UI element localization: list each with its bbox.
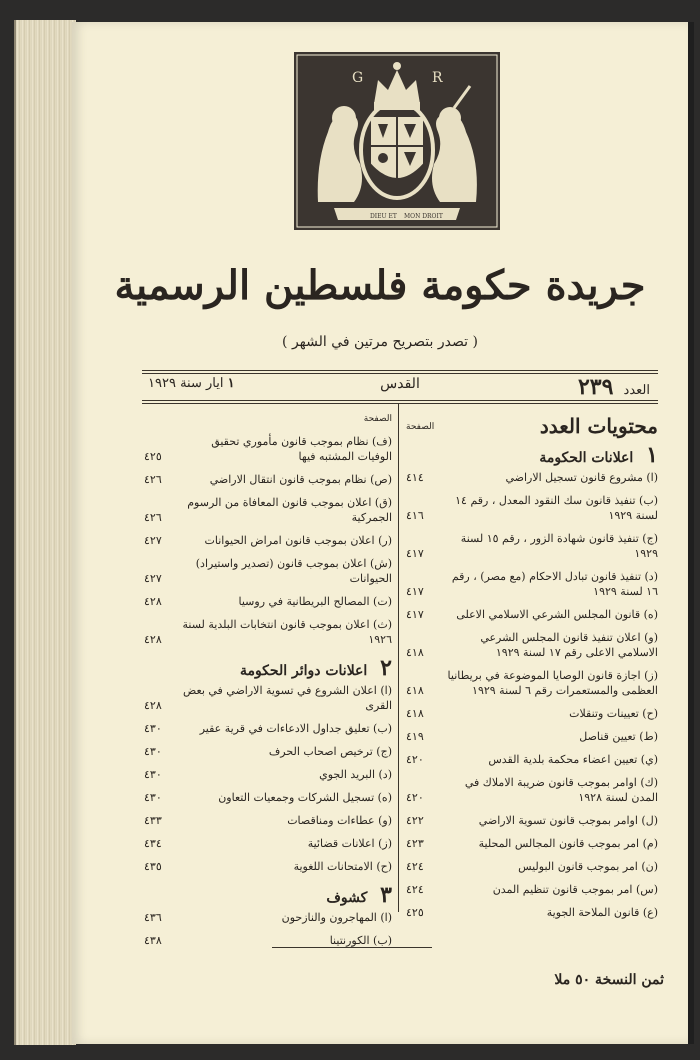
toc-entry-text: (ه) قانون المجلس الشرعي الاسلامي الاعلى bbox=[456, 608, 658, 621]
toc-entry-page: ٤١٦ bbox=[406, 509, 424, 522]
toc-entry bbox=[144, 556, 392, 586]
toc-entry-page: ٤٢٥ bbox=[406, 906, 424, 919]
section-1-heading bbox=[406, 442, 658, 468]
section-2-heading bbox=[144, 655, 392, 681]
toc-entry-page: ٤٢٨ bbox=[144, 699, 162, 712]
toc-left-column bbox=[144, 414, 392, 956]
toc-entry-text: (ك) اوامر بموجب قانون ضريبة الاملاك في المدن لسنة ١٩٢٨ bbox=[464, 776, 658, 804]
toc-entry-page: ٤٣٠ bbox=[144, 745, 162, 758]
left-entry-list-top bbox=[144, 434, 392, 647]
gazette-subtitle: ( تصدر بتصريح مرتين في الشهر ) bbox=[282, 334, 478, 350]
toc-entry-text: (ي) تعيين اعضاء محكمة بلدية القدس bbox=[488, 753, 658, 766]
toc-entry-text: (ه) تسجيل الشركات وجمعيات التعاون bbox=[218, 791, 392, 804]
toc-entry bbox=[144, 744, 392, 759]
toc-entry-page: ٤١٨ bbox=[406, 646, 424, 659]
toc-entry-text: (ج) تنفيذ قانون شهادة الزور ، رقم ١٥ لسنة ١٩٢٩ bbox=[460, 532, 658, 560]
toc-entry bbox=[144, 617, 392, 647]
issue-info-bar bbox=[144, 374, 656, 398]
cipher-r: R bbox=[432, 70, 443, 86]
toc-entry-text: (ن) امر بموجب قانون البوليس bbox=[518, 860, 658, 873]
motto-right-text: MON DROIT bbox=[404, 213, 443, 220]
toc-entry-text: (ف) نظام بموجب قانون مأموري تحقيق الوفيات المشتبه فيها bbox=[211, 435, 392, 463]
toc-entry bbox=[144, 495, 392, 525]
toc-entry-text: (ق) اعلان بموجب قانون المعافاة من الرسوم الجمركية bbox=[187, 496, 392, 524]
section-2-title: اعلانات دوائر الحكومة bbox=[239, 663, 368, 679]
toc-title: محتويات العدد bbox=[539, 414, 658, 438]
toc-entry-page: ٤١٧ bbox=[406, 608, 424, 621]
issue-number-value: ٢٣٩ bbox=[577, 374, 614, 400]
toc-entry-text: (و) عطاءات ومناقصات bbox=[287, 814, 392, 827]
toc-entry bbox=[144, 933, 392, 948]
toc-entry bbox=[144, 721, 392, 736]
toc-entry-page: ٤١٨ bbox=[406, 684, 424, 697]
toc-entry-page: ٤٢٨ bbox=[144, 595, 162, 608]
page-label-right: الصفحة bbox=[406, 422, 435, 432]
toc-entry-page: ٤٢٦ bbox=[144, 511, 162, 524]
issue-date-text: ايار سنة ١٩٢٩ bbox=[148, 376, 224, 391]
toc-entry bbox=[406, 859, 658, 874]
toc-entry bbox=[406, 668, 658, 698]
toc-entry-text: (و) اعلان تنفيذ قانون المجلس الشرعي الاسلامي الاعلى رقم ١٧ لسنة ١٩٢٩ bbox=[480, 631, 658, 659]
toc-entry-text: (د) تنفيذ قانون تبادل الاحكام (مع مصر) ، رقم ١٦ لسنة ١٩٢٩ bbox=[451, 570, 658, 598]
toc-entry-page: ٤٢٠ bbox=[406, 753, 424, 766]
toc-entry-text: (ش) اعلان بموجب قانون (تصدير واستيراد) الحيوانات bbox=[195, 557, 392, 585]
toc-right-column bbox=[406, 414, 658, 928]
toc-entry-page: ٤١٨ bbox=[406, 707, 424, 720]
toc-entry bbox=[406, 470, 658, 485]
section-2-number: ٢ bbox=[380, 655, 392, 681]
toc-entry-page: ٤٢٧ bbox=[144, 572, 162, 585]
toc-entry-text: (ح) تعيينات وتنقلات bbox=[569, 707, 658, 720]
toc-entry-text: (ا) اعلان الشروع في تسوية الاراضي في بعض القرى bbox=[183, 684, 392, 712]
toc-entry-page: ٤٢٨ bbox=[144, 633, 162, 646]
toc-entry-page: ٤٣٨ bbox=[144, 934, 162, 947]
toc-entry bbox=[406, 752, 658, 767]
toc-entry-page: ٤٢٠ bbox=[406, 791, 424, 804]
toc-entry bbox=[406, 905, 658, 920]
toc-entry bbox=[144, 434, 392, 464]
toc-entry-text: (ت) المصالح البريطانية في روسيا bbox=[238, 595, 392, 608]
toc-entry bbox=[144, 836, 392, 851]
toc-entry-text: (ب) تنفيذ قانون سك النقود المعدل ، رقم ١٤ لسنة ١٩٢٩ bbox=[455, 494, 658, 522]
toc-entry-page: ٤٣٥ bbox=[144, 860, 162, 873]
left-entry-list-bottom bbox=[144, 910, 392, 948]
toc-entry-page: ٤١٧ bbox=[406, 585, 424, 598]
toc-entry-page: ٤٢٧ bbox=[144, 534, 162, 547]
right-entry-list bbox=[406, 470, 658, 920]
toc-entry bbox=[406, 706, 658, 721]
toc-entry-page: ٤٣٠ bbox=[144, 768, 162, 781]
toc-entry bbox=[144, 683, 392, 713]
toc-entry-text: (د) البريد الجوي bbox=[319, 768, 392, 781]
section-3-number: ٣ bbox=[380, 882, 392, 908]
toc-entry-page: ٤١٤ bbox=[406, 471, 424, 484]
toc-entry bbox=[144, 533, 392, 548]
rule-bottom bbox=[142, 400, 658, 401]
toc-entry-text: (ط) تعيين قناصل bbox=[579, 730, 658, 743]
toc-entry-page: ٤٢٤ bbox=[406, 860, 424, 873]
toc-entry-page: ٤٢٣ bbox=[406, 837, 424, 850]
toc-entry-text: (ج) ترخيص اصحاب الحرف bbox=[268, 745, 392, 758]
toc-entry-page: ٤٣٦ bbox=[144, 911, 162, 924]
copy-price: ثمن النسخة ٥٠ ملا bbox=[554, 972, 664, 988]
toc-entry-text: (ب) تعليق جداول الادعاءات في قرية عقير bbox=[199, 722, 392, 735]
toc-entry-page: ٤٣٠ bbox=[144, 791, 162, 804]
toc-entry bbox=[144, 767, 392, 782]
issue-date bbox=[148, 376, 235, 391]
toc-entry-page: ٤٢٥ bbox=[144, 450, 162, 463]
column-divider bbox=[398, 404, 399, 912]
toc-entry bbox=[406, 630, 658, 660]
section-3-title: كشوف bbox=[326, 890, 368, 906]
toc-entry-text: (ز) اعلانات قضائية bbox=[307, 837, 392, 850]
page-edge-shadow bbox=[688, 22, 694, 1044]
toc-entry bbox=[144, 594, 392, 609]
section-1-title: اعلانات الحكومة bbox=[539, 450, 634, 466]
left-entry-list-mid bbox=[144, 683, 392, 874]
royal-coat-of-arms-icon bbox=[294, 52, 500, 230]
toc-entry-page: ٤٢٦ bbox=[144, 473, 162, 486]
toc-entry bbox=[406, 569, 658, 599]
issue-date-day: ١ bbox=[227, 376, 235, 391]
toc-entry-page: ٤٢٢ bbox=[406, 814, 424, 827]
toc-entry bbox=[406, 775, 658, 805]
rule-top bbox=[142, 370, 658, 371]
toc-entry bbox=[144, 910, 392, 925]
toc-entry-text: (ز) اجازة قانون الوصايا الموضوعة في بريطانيا العظمى والمستعمرات رقم ٦ لسنة ١٩٢٩ bbox=[447, 669, 658, 697]
toc-entry-text: (ث) اعلان بموجب قانون انتخابات البلدية لسنة ١٩٢٦ bbox=[182, 618, 392, 646]
section-3-heading bbox=[144, 882, 392, 908]
gazette-page bbox=[72, 22, 688, 1044]
toc-entry-text: (ل) اوامر بموجب قانون تسوية الاراضي bbox=[478, 814, 658, 827]
toc-entry bbox=[406, 729, 658, 744]
cipher-g: G bbox=[352, 70, 364, 86]
toc-entry bbox=[144, 472, 392, 487]
toc-entry-page: ٤١٧ bbox=[406, 547, 424, 560]
toc-entry-text: (ا) مشروع قانون تسجيل الاراضي bbox=[505, 471, 658, 484]
page-label-left: الصفحة bbox=[363, 414, 392, 424]
toc-entry-text: (م) امر بموجب قانون المجالس المحلية bbox=[478, 837, 658, 850]
issue-city: القدس bbox=[380, 376, 420, 392]
toc-entry-text: (ر) اعلان بموجب قانون امراض الحيوانات bbox=[204, 534, 392, 547]
toc-entry-page: ٤٣٣ bbox=[144, 814, 162, 827]
toc-entry-text: (ص) نظام بموجب قانون انتقال الاراضي bbox=[209, 473, 392, 486]
toc-entry bbox=[144, 813, 392, 828]
issue-number-label: العدد bbox=[623, 383, 650, 398]
toc-entry bbox=[144, 790, 392, 805]
toc-entry bbox=[144, 859, 392, 874]
toc-entry-text: (ع) قانون الملاحة الجوية bbox=[546, 906, 658, 919]
toc-entry bbox=[406, 531, 658, 561]
toc-entry bbox=[406, 813, 658, 828]
toc-entry bbox=[406, 493, 658, 523]
toc-entry bbox=[406, 607, 658, 622]
book-page-edges bbox=[14, 20, 76, 1045]
gazette-title: جريدة حكومة فلسطين الرسمية bbox=[114, 262, 646, 309]
toc-entry-text: (س) امر بموجب قانون تنظيم المدن bbox=[492, 883, 658, 896]
toc-entry-text: (ا) المهاجرون والنازحون bbox=[281, 911, 392, 924]
section-1-number: ١ bbox=[646, 442, 658, 468]
toc-entry-page: ٤٣٠ bbox=[144, 722, 162, 735]
toc-entry-page: ٤٣٤ bbox=[144, 837, 162, 850]
toc-entry-text: (ح) الامتحانات اللغوية bbox=[293, 860, 392, 873]
toc-entry-page: ٤٢٤ bbox=[406, 883, 424, 896]
toc-entry-page: ٤١٩ bbox=[406, 730, 424, 743]
rule-bottom-2 bbox=[142, 403, 658, 404]
toc-entry bbox=[406, 882, 658, 897]
motto-left-text: DIEU ET bbox=[370, 213, 397, 220]
bottom-separator bbox=[272, 947, 432, 948]
toc-entry bbox=[406, 836, 658, 851]
toc-entry-text: (ب) الكورنتينا bbox=[329, 934, 392, 947]
